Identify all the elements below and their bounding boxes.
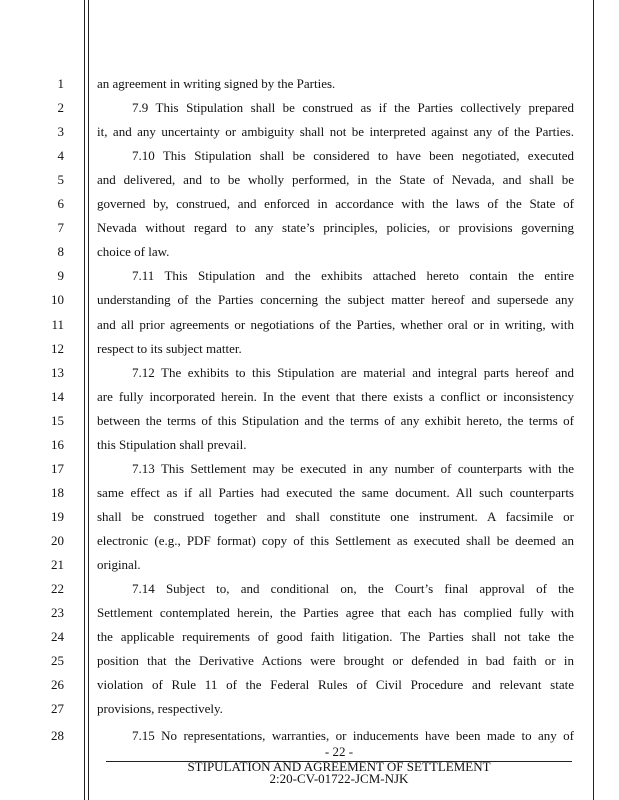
- text-line: between the terms of this Stipulation and the terms of any exhibit hereto, the terms of: [97, 412, 574, 428]
- text-line: 7.12 The exhibits to this Stipulation are material and integral parts hereof and: [132, 364, 574, 380]
- footer-case-number: 2:20-CV-01722-JCM-NJK: [269, 771, 409, 786]
- line-number: 4: [57, 148, 64, 164]
- text-line: choice of law.: [97, 244, 170, 260]
- line-number: 3: [57, 124, 64, 140]
- text-line: the applicable requirements of good faith litigation. The Parties shall not take the: [97, 629, 574, 645]
- footer-title: STIPULATION AND AGREEMENT OF SETTLEMENT: [187, 759, 491, 774]
- line-number: 26: [51, 677, 64, 693]
- text-line: it, and any uncertainty or ambiguity shall not be interpreted against any of the Parties.: [97, 124, 574, 140]
- line-number: 23: [51, 605, 64, 621]
- right-margin-rule: [593, 0, 594, 800]
- text-line: governed by, construed, and enforced in accordance with the laws of the State of: [97, 196, 574, 212]
- line-number: 21: [51, 557, 64, 572]
- text-line: electronic (e.g., PDF format) copy of this Settlement as executed shall be deemed an: [97, 532, 574, 548]
- text-line: and all prior agreements or negotiations of the Parties, whether oral or in writing, with: [97, 316, 574, 332]
- line-number: 2: [57, 100, 64, 116]
- text-line: provisions, respectively.: [97, 701, 223, 717]
- text-line: and delivered, and to be wholly performed, in the State of Nevada, and shall be: [97, 172, 574, 188]
- line-number: 8: [57, 244, 64, 260]
- line-number: 24: [51, 629, 64, 645]
- text-line: are fully incorporated herein. In the event that there exists a conflict or inconsistency: [97, 388, 574, 404]
- line-number: 11: [51, 316, 64, 332]
- line-number: 15: [51, 412, 64, 428]
- line-number: 5: [57, 172, 64, 188]
- text-line: 7.10 This Stipulation shall be considered to have been negotiated, executed: [132, 148, 574, 164]
- line-number: 6: [57, 196, 64, 212]
- text-line: understanding of the Parties concerning the subject matter hereof and supersede any: [97, 292, 574, 308]
- text-line: 7.9 This Stipulation shall be construed as if the Parties collectively prepared: [132, 100, 574, 116]
- line-number: 28: [51, 728, 64, 743]
- line-number: 12: [51, 340, 64, 356]
- text-line: violation of Rule 11 of the Federal Rules of Civil Procedure and relevant state: [97, 677, 574, 693]
- left-margin-rule-inner: [88, 0, 89, 800]
- left-margin-rule-outer: [84, 0, 85, 800]
- line-number: 10: [51, 292, 64, 308]
- line-number: 13: [51, 364, 64, 380]
- text-line: Nevada without regard to any state’s principles, policies, or provisions governing: [97, 220, 574, 236]
- text-line: respect to its subject matter.: [97, 340, 242, 356]
- line-number: 14: [51, 388, 64, 404]
- line-number: 22: [51, 581, 64, 597]
- line-number: 25: [51, 653, 64, 669]
- line-number: 18: [51, 484, 64, 500]
- text-line: same effect as if all Parties had executed the same document. All such counterparts: [97, 484, 574, 500]
- line-number: 9: [57, 268, 64, 284]
- text-line: an agreement in writing signed by the Parties.: [97, 76, 336, 91]
- line-number: 16: [51, 436, 64, 452]
- text-line: 7.15 No representations, warranties, or inducements have been made to any of: [132, 728, 574, 743]
- text-line: 7.13 This Settlement may be executed in any number of counterparts with the: [132, 460, 574, 476]
- text-line: position that the Derivative Actions were brought or defended in bad faith or in: [97, 653, 574, 669]
- text-line: Settlement contemplated herein, the Parties agree that each has complied fully with: [97, 605, 574, 621]
- text-line: 7.11 This Stipulation and the exhibits attached hereto contain the entire: [132, 268, 574, 284]
- text-line: shall be construed together and shall constitute one instrument. A facsimile or: [97, 508, 574, 524]
- line-number: 7: [57, 220, 64, 236]
- page-number: - 22 -: [324, 744, 354, 759]
- line-number: 19: [51, 508, 64, 524]
- line-number: 1: [57, 76, 64, 91]
- text-line: 7.14 Subject to, and conditional on, the Court’s final approval of the: [132, 581, 574, 597]
- text-line: this Stipulation shall prevail.: [97, 436, 247, 452]
- text-line: original.: [97, 557, 141, 572]
- line-number: 20: [51, 532, 64, 548]
- line-number: 17: [51, 460, 64, 476]
- line-number: 27: [51, 701, 64, 717]
